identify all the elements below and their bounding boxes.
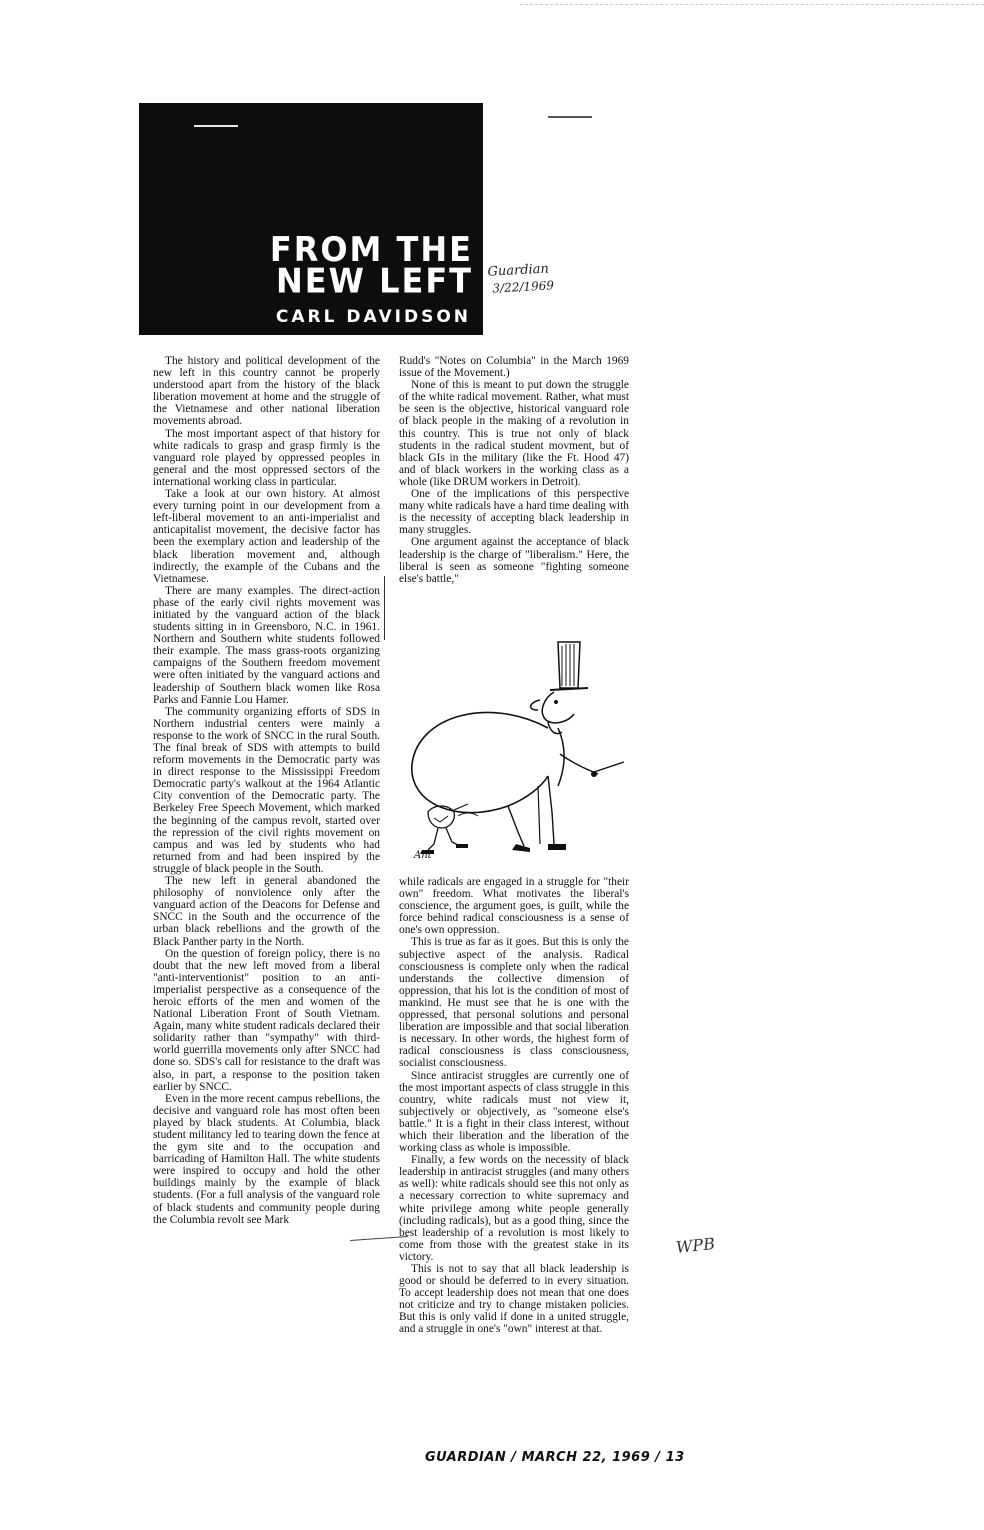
title-line-2: NEW LEFT: [275, 260, 473, 301]
handwritten-initials: WPB: [675, 1234, 716, 1257]
article-column-1: [153, 355, 380, 1226]
paragraph: The most important aspect of that history for white radicals to grasp and grasp firmly is the vanguard role played by oppressed peoples in general and the most oppressed sectors of the international working class in particular.: [153, 427, 380, 488]
cartoon-signature: Ant: [414, 850, 432, 861]
paragraph: Take a look at our own history. At almost every turning point in our development from a left-liberal movement to an anti-imperialist and anticapitalist movement, the decisive factor has been the exemplary action and leadership of the black liberation movement and, although indirectly, the example of the Cubans and the Vietnamese.: [153, 488, 380, 585]
handwritten-publication: Guardian: [487, 261, 550, 280]
paragraph: On the question of foreign policy, there is no doubt that the new left moved from a liberal "anti-interventionist" position to an anti-imperialist perspective as a consequence of the heroic efforts of the men and women of the National Liberation Front of South Vietnam. Again, many white student radicals declared their solidarity rather than "sympathy" with third-world guerrilla movements only after SNCC had done so. SDS's call for resistance to the draft was also, in part, a response to the position taken earlier by SNCC.: [153, 947, 380, 1093]
paragraph: Finally, a few words on the necessity of black leadership in antiracist struggles (and many others as well): white radicals should see this not only as a necessary correction to white supremacy and white privilege among white people generally (including radicals), but as a good thing, since the best leadership of a revolution is most likely to come from those with the greatest stake in its victory.: [399, 1154, 629, 1263]
paragraph: The new left in general abandoned the philosophy of nonviolence only after the vanguard action of the Deacons for Defense and SNCC in the South and the occurrence of the urban black rebellions and the growth of the Black Panther party in the North.: [153, 875, 380, 948]
paragraph: Since antiracist struggles are currently one of the most important aspects of class struggle in this country, white radicals must not view it, subjectively or objectively, as "someone else's battle." It is a fight in their class interest, without which their liberation and the liberation of the working class as whole is impossible.: [399, 1069, 629, 1155]
cartoon-drawing: [398, 636, 628, 862]
paragraph: Even in the more recent campus rebellions, the decisive and vanguard role has most often been played by black students. At Columbia, black student militancy led to tearing down the fence at the gym site and to the occupation and barricading of Hamilton Hall. The white students were inspired to occupy and hold the other buildings mainly by the example of black students. (For a full analysis of the vanguard role of black students and community people during the Columbia revolt see Mark: [153, 1092, 380, 1226]
handwritten-date: 3/22/1969: [492, 278, 555, 296]
article-column-2-bottom: [399, 876, 629, 1336]
paragraph: There are many examples. The direct-action phase of the early civil rights movement was initiated by the vanguard action of the black students sitting in in Greensboro, N.C. in 1961. Northern and Southern white students followed their example. The mass grass-roots organizing campaigns of the Southern freedom movement were often initiated by the vanguard actions and leadership of Southern black women like Rosa Parks and Fannie Lou Hamer.: [153, 584, 380, 706]
paragraph: This is true as far as it goes. But this is only the subjective aspect of the analysis. Radical consciousness is complete only when the radical understands the collective dimension of oppression, that his lot is the condition of most of mankind. He must see that he is one with the oppressed, that personal solutions and personal liberation are impossible and that social liberation is necessary. In other words, the highest form of radical consciousness is class consciousness, socialist consciousness.: [399, 936, 629, 1070]
article-column-2-top: [399, 355, 629, 585]
paragraph: One of the implications of this perspective many white radicals have a hard time dealing with is the necessity of accepting black leadership in many struggles.: [399, 488, 629, 537]
paragraph: One argument against the acceptance of black leadership is the charge of "liberalism." Here, the liberal is seen as someone "fighting someone else's battle,": [399, 536, 629, 585]
scan-edge-dash: [520, 4, 984, 5]
header-banner: [139, 103, 483, 335]
paragraph: The community organizing efforts of SDS in Northern industrial centers were mainly a response to the work of SNCC in the rural South. The final break of SDS with attempts to build reform movements in the Democratic party was in direct response to the Mississippi Freedom Democratic party's walkout at the 1964 Atlantic City convention of the Democratic party. The Berkeley Free Speech Movement, which marked the beginning of the campus revolt, started over the repression of the civil rights movement on campus and was led by students who had returned from and had been inspired by the struggle of black people in the South.: [153, 705, 380, 875]
title-line-1: FROM THE: [269, 229, 473, 270]
column-title: [269, 229, 473, 301]
paragraph: while radicals are engaged in a struggle for "their own" freedom. What motivates the liberal's conscience, the argument goes, is guilt, while the force behind radical consciousness is a sense of one's own oppression.: [399, 876, 629, 937]
page-footer: GUARDIAN / MARCH 22, 1969 / 13: [425, 1450, 685, 1465]
paragraph: Rudd's "Notes on Columbia" in the March 1969 issue of the Movement.): [399, 355, 629, 380]
banner-tick-mark: [194, 125, 238, 127]
margin-bracket-mark: [384, 576, 385, 640]
handwritten-source-note: [487, 260, 554, 297]
paragraph: The history and political development of the new left in this country cannot be properly understood apart from the history of the black liberation movement at home and the struggle of the Vietnamese and other national liberation movements abroad.: [153, 355, 380, 428]
paragraph: This is not to say that all black leadership is good or should be deferred to in every situation. To accept leadership does not mean that one does not criticize and try to change mistaken policies. But this is only valid if done in a united struggle, and a struggle in one's "own" interest at that.: [399, 1263, 629, 1336]
pen-mark: [548, 116, 592, 118]
author-name: CARL DAVIDSON: [275, 307, 471, 327]
paragraph: None of this is meant to put down the struggle of the white radical movement. Rather, what must be seen is the objective, historical vanguard role of black people in the making of a revolution in this country. This is true not only of black students in the radical student movment, but of black GIs in the military (like the Ft. Hood 47) and of black workers in the working class as a whole (like DRUM workers in Detroit).: [399, 379, 629, 488]
cartoon-illustration-icon: [398, 636, 628, 862]
